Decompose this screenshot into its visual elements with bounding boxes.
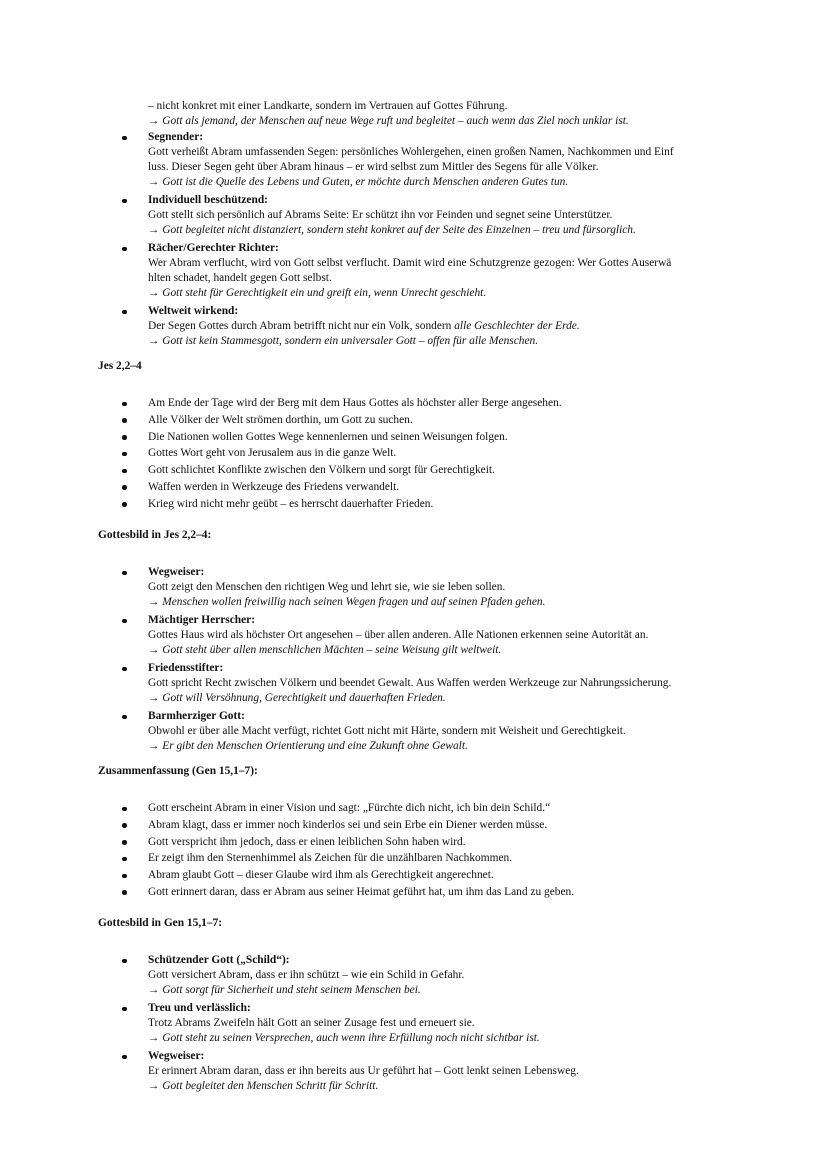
continuation-conclusion: → Gott als jemand, der Menschen auf neue Wege ruft und begleitet – auch wenn das Ziel noch unklar ist. bbox=[148, 115, 629, 127]
item-term: Schützender Gott („Schild“): bbox=[148, 954, 290, 966]
list-item: Gott verspricht ihm jedoch, dass er einen leiblichen Sohn haben wird. bbox=[98, 835, 758, 850]
section-heading: Jes 2,2–4 bbox=[98, 360, 142, 372]
item-text: Gottes Haus wird als höchster Ort angesehen – über allen anderen. Alle Nationen erkennen seine Autorität an. bbox=[148, 629, 649, 641]
list-item: Am Ende der Tage wird der Berg mit dem Haus Gottes als höchster aller Berge angesehen. bbox=[98, 396, 758, 411]
item-term: Segnender: bbox=[148, 131, 204, 143]
list-item: Gottes Wort geht von Jerusalem aus in die ganze Welt. bbox=[98, 446, 758, 461]
continuation-block bbox=[148, 99, 748, 129]
item-conclusion: → Menschen wollen freiwillig nach seinen Wegen fragen und auf seinen Pfaden gehen. bbox=[148, 596, 546, 608]
item-conclusion: → Gott steht zu seinen Versprechen, auch wenn ihre Erfüllung noch nicht sichtbar ist. bbox=[148, 1032, 540, 1044]
continuation-line: – nicht konkret mit einer Landkarte, sondern im Vertrauen auf Gottes Führung. bbox=[148, 100, 508, 112]
list-item bbox=[98, 193, 758, 238]
item-text-emphasis: alle Geschlechter der Erde. bbox=[454, 320, 580, 332]
list-item bbox=[98, 661, 758, 706]
item-conclusion: → Er gibt den Menschen Orientierung und eine Zukunft ohne Gewalt. bbox=[148, 740, 468, 752]
list-item: Krieg wird nicht mehr geübt – es herrscht dauerhafter Frieden. bbox=[98, 497, 758, 512]
list-item: Er zeigt ihm den Sternenhimmel als Zeichen für die unzählbaren Nachkommen. bbox=[98, 851, 758, 866]
list-item: Abram glaubt Gott – dieser Glaube wird ihm als Gerechtigkeit angerechnet. bbox=[98, 868, 758, 883]
item-conclusion: → Gott will Versöhnung, Gerechtigkeit und dauerhaften Frieden. bbox=[148, 692, 446, 704]
item-text: Er erinnert Abram daran, dass er ihn bereits aus Ur geführt hat – Gott lenkt seinen Lebensweg. bbox=[148, 1065, 579, 1077]
list-item bbox=[98, 1001, 758, 1046]
list-item: Waffen werden in Werkzeuge des Friedens verwandelt. bbox=[98, 480, 758, 495]
list-item bbox=[98, 241, 758, 301]
section-jes-summary bbox=[98, 359, 758, 514]
item-conclusion: → Gott sorgt für Sicherheit und steht seinem Menschen bei. bbox=[148, 984, 421, 996]
item-term: Mächtiger Herrscher: bbox=[148, 614, 255, 626]
item-term: Barmherziger Gott: bbox=[148, 710, 245, 722]
item-text: Gott versichert Abram, dass er ihn schützt – wie ein Schild in Gefahr. bbox=[148, 969, 465, 981]
item-conclusion: → Gott steht über allen menschlichen Mächten – seine Weisung gilt weltweit. bbox=[148, 644, 502, 656]
item-term: Treu und verlässlich: bbox=[148, 1002, 251, 1014]
item-conclusion: → Gott begleitet nicht distanziert, sondern steht konkret auf der Seite des Einzelnen – treu und fürsorglich. bbox=[148, 224, 636, 236]
gottesbild-list bbox=[98, 565, 758, 754]
list-item bbox=[98, 304, 758, 349]
section-jes-gottesbild bbox=[98, 528, 758, 757]
list-item bbox=[98, 613, 758, 658]
item-term: Rächer/Gerechter Richter: bbox=[148, 242, 279, 254]
item-term: Friedensstifter: bbox=[148, 662, 224, 674]
section-heading: Gottesbild in Gen 15,1–7: bbox=[98, 917, 223, 929]
item-conclusion: → Gott steht für Gerechtigkeit ein und greift ein, wenn Unrecht geschieht. bbox=[148, 287, 487, 299]
item-term: Wegweiser: bbox=[148, 1050, 205, 1062]
item-text-plain: Der Segen Gottes durch Abram betrifft nicht nur ein Volk, sondern bbox=[148, 320, 455, 332]
section-heading: Zusammenfassung (Gen 15,1–7): bbox=[98, 765, 258, 777]
item-text: Wer Abram verflucht, wird von Gott selbst verflucht. Damit wird eine Schutzgrenze gezogen: Wer Gottes Auserwä bbox=[148, 257, 672, 269]
item-text: luss. Dieser Segen geht über Abram hinaus – er wird selbst zum Mittler des Segens für alle Völker. bbox=[148, 161, 599, 173]
item-text: hlten schadet, handelt gegen Gott selbst. bbox=[148, 272, 332, 284]
item-text: Obwohl er über alle Macht verfügt, richtet Gott nicht mit Härte, sondern mit Weisheit und Gerechtigkeit. bbox=[148, 725, 626, 737]
section-heading: Gottesbild in Jes 2,2–4: bbox=[98, 529, 212, 541]
section-gen-gottesbild bbox=[98, 916, 758, 1097]
list-item bbox=[98, 1049, 758, 1094]
list-item: Gott erinnert daran, dass er Abram aus seiner Heimat geführt hat, um ihm das Land zu geben. bbox=[98, 885, 758, 900]
item-term: Weltweit wirkend: bbox=[148, 305, 239, 317]
item-term: Individuell beschützend: bbox=[148, 194, 268, 206]
item-text: Gott stellt sich persönlich auf Abrams Seite: Er schützt ihn vor Feinden und segnet seine Unterstützer. bbox=[148, 209, 613, 221]
list-item bbox=[98, 130, 758, 190]
item-conclusion: → Gott ist die Quelle des Lebens und Guten, er möchte durch Menschen anderen Gutes tun. bbox=[148, 176, 569, 188]
section-gen-summary bbox=[98, 764, 758, 902]
attribute-list bbox=[98, 130, 758, 349]
section-god-attributes bbox=[98, 130, 758, 352]
gottesbild-list bbox=[98, 953, 758, 1094]
item-term: Wegweiser: bbox=[148, 566, 205, 578]
item-conclusion: → Gott ist kein Stammesgott, sondern ein universaler Gott – offen für alle Menschen. bbox=[148, 335, 539, 347]
item-text: Gott spricht Recht zwischen Völkern und beendet Gewalt. Aus Waffen werden Werkzeuge zur Nahrungssicherung. bbox=[148, 677, 672, 689]
item-text: Gott zeigt den Menschen den richtigen Weg und lehrt sie, wie sie leben sollen. bbox=[148, 581, 506, 593]
summary-list bbox=[98, 801, 758, 900]
item-text: Gott verheißt Abram umfassenden Segen: persönliches Wohlergehen, einen großen Namen, Nachkommen und Einf bbox=[148, 146, 674, 158]
list-item: Die Nationen wollen Gottes Wege kennenlernen und seinen Weisungen folgen. bbox=[98, 430, 758, 445]
item-conclusion: → Gott begleitet den Menschen Schritt für Schritt. bbox=[148, 1080, 379, 1092]
list-item: Gott erscheint Abram in einer Vision und sagt: „Fürchte dich nicht, ich bin dein Schild.“ bbox=[98, 801, 758, 816]
summary-list bbox=[98, 396, 758, 512]
list-item: Gott schlichtet Konflikte zwischen den Völkern und sorgt für Gerechtigkeit. bbox=[98, 463, 758, 478]
list-item bbox=[98, 709, 758, 754]
list-item: Abram klagt, dass er immer noch kinderlos sei und sein Erbe ein Diener werden müsse. bbox=[98, 818, 758, 833]
item-text: Trotz Abrams Zweifeln hält Gott an seiner Zusage fest und erneuert sie. bbox=[148, 1017, 475, 1029]
list-item bbox=[98, 565, 758, 610]
list-item: Alle Völker der Welt strömen dorthin, um Gott zu suchen. bbox=[98, 413, 758, 428]
item-text-mixed bbox=[148, 319, 758, 334]
list-item bbox=[98, 953, 758, 998]
